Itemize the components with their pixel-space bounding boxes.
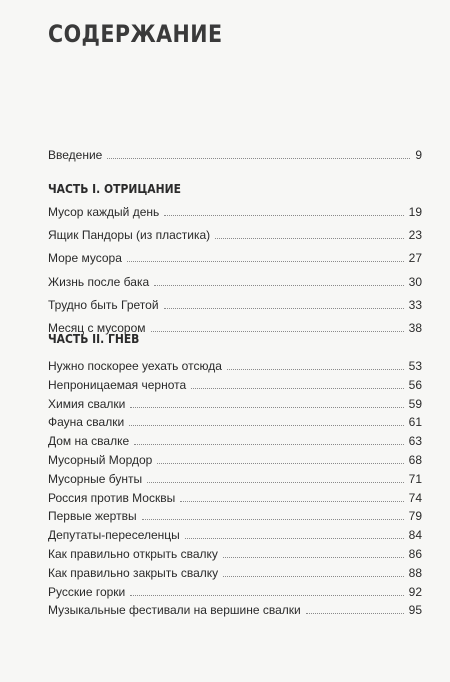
toc-entry xyxy=(48,601,422,617)
toc-entry-page: 23 xyxy=(408,228,422,243)
toc-entry xyxy=(48,395,422,411)
toc-entry-label: Первые жертвы xyxy=(48,509,137,524)
toc-entry-label: Дом на свалке xyxy=(48,434,130,449)
toc-entry-label: Мусорный Мордор xyxy=(48,453,153,467)
toc-entry-page: 9 xyxy=(415,148,422,162)
toc-entry xyxy=(48,507,422,523)
toc-entry xyxy=(48,203,422,219)
toc-entry xyxy=(48,357,422,373)
dot-leader xyxy=(223,557,404,558)
toc-entry xyxy=(48,564,422,580)
toc-entry xyxy=(48,432,422,448)
toc-entry xyxy=(48,526,422,542)
dot-leader xyxy=(157,463,403,464)
dot-leader xyxy=(130,407,403,408)
toc-entry-label: Море мусора xyxy=(48,251,122,266)
toc-entry-page: 79 xyxy=(408,509,422,524)
dot-leader xyxy=(129,425,403,426)
dot-leader xyxy=(227,369,404,370)
toc-entry-label: Химия свалки xyxy=(48,396,126,411)
dot-leader xyxy=(154,285,404,286)
toc-entry xyxy=(48,413,422,429)
toc-entry xyxy=(48,470,422,486)
toc-entry-label: Жизнь после бака xyxy=(48,274,150,289)
toc-entry-page: 63 xyxy=(408,434,422,449)
toc-entry-label: Мусор каждый день xyxy=(48,205,160,219)
toc-entry-label: Россия против Москвы xyxy=(48,490,176,505)
part-heading-1: ЧАСТЬ I. ОТРИЦАНИЕ xyxy=(48,181,181,196)
toc-entry-label: Нужно поскорее уехать отсюда xyxy=(48,359,222,373)
toc-entry xyxy=(48,296,422,312)
toc-entry-label: Ящик Пандоры (из пластика) xyxy=(48,228,211,243)
toc-entry-label: Депутаты-переселенцы xyxy=(48,528,180,543)
dot-leader xyxy=(164,308,404,309)
toc-entry-label: Введение xyxy=(48,148,103,162)
part-heading-2: ЧАСТЬ II. ГНЕВ xyxy=(48,331,140,346)
dot-leader xyxy=(215,238,403,239)
dot-leader xyxy=(142,519,404,520)
dot-leader xyxy=(191,388,403,389)
toc-entry-page: 38 xyxy=(408,321,422,335)
toc-entry-label: Мусорные бунты xyxy=(48,471,143,486)
toc-entry-label: Фауна свалки xyxy=(48,415,125,430)
dot-leader xyxy=(223,576,403,577)
toc-entry xyxy=(48,273,422,289)
page-title: СОДЕРЖАНИЕ xyxy=(48,20,223,48)
toc-entry-page: 88 xyxy=(408,565,422,580)
toc-entry-page: 19 xyxy=(408,205,422,219)
toc-entry-label: Музыкальные фестивали на вершине свалки xyxy=(48,603,301,618)
toc-entry-page: 27 xyxy=(408,251,422,266)
toc-entry-page: 74 xyxy=(408,490,422,505)
dot-leader xyxy=(164,215,403,216)
toc-entry xyxy=(48,226,422,242)
dot-leader xyxy=(147,482,404,483)
dot-leader xyxy=(134,444,404,445)
toc-entry-intro xyxy=(48,146,422,162)
toc-entry xyxy=(48,249,422,265)
toc-entry-page: 92 xyxy=(408,584,422,599)
toc-entry-page: 71 xyxy=(408,471,422,486)
toc-entry-label: Трудно быть Гретой xyxy=(48,297,159,312)
toc-entry xyxy=(48,545,422,561)
dot-leader xyxy=(151,331,404,332)
toc-entry-page: 53 xyxy=(408,359,422,373)
toc-entry xyxy=(48,583,422,599)
toc-entry-page: 33 xyxy=(408,297,422,312)
toc-entry xyxy=(48,376,422,392)
toc-entry-label: Русские горки xyxy=(48,584,126,599)
toc-entry-page: 68 xyxy=(408,453,422,467)
toc-entry-page: 86 xyxy=(408,547,422,561)
dot-leader xyxy=(107,158,410,159)
dot-leader xyxy=(130,595,403,596)
dot-leader xyxy=(306,613,404,614)
toc-entry-label: Как правильно закрыть свалку xyxy=(48,565,219,580)
dot-leader xyxy=(185,538,404,539)
toc-entry-page: 56 xyxy=(408,377,422,392)
toc-entry-page: 59 xyxy=(408,396,422,411)
toc-entry-label: Как правильно открыть свалку xyxy=(48,547,218,561)
dot-leader xyxy=(127,261,404,262)
toc-entry-label: Непроницаемая чернота xyxy=(48,377,187,392)
toc-entry-page: 61 xyxy=(408,415,422,430)
toc-entry-page: 95 xyxy=(408,603,422,618)
toc-entry-label: Месяц с мусором xyxy=(48,321,146,335)
toc-entry xyxy=(48,451,422,467)
toc-entry xyxy=(48,489,422,505)
toc-entry-page: 30 xyxy=(408,274,422,289)
toc-entry-page: 84 xyxy=(408,528,422,543)
dot-leader xyxy=(180,501,403,502)
